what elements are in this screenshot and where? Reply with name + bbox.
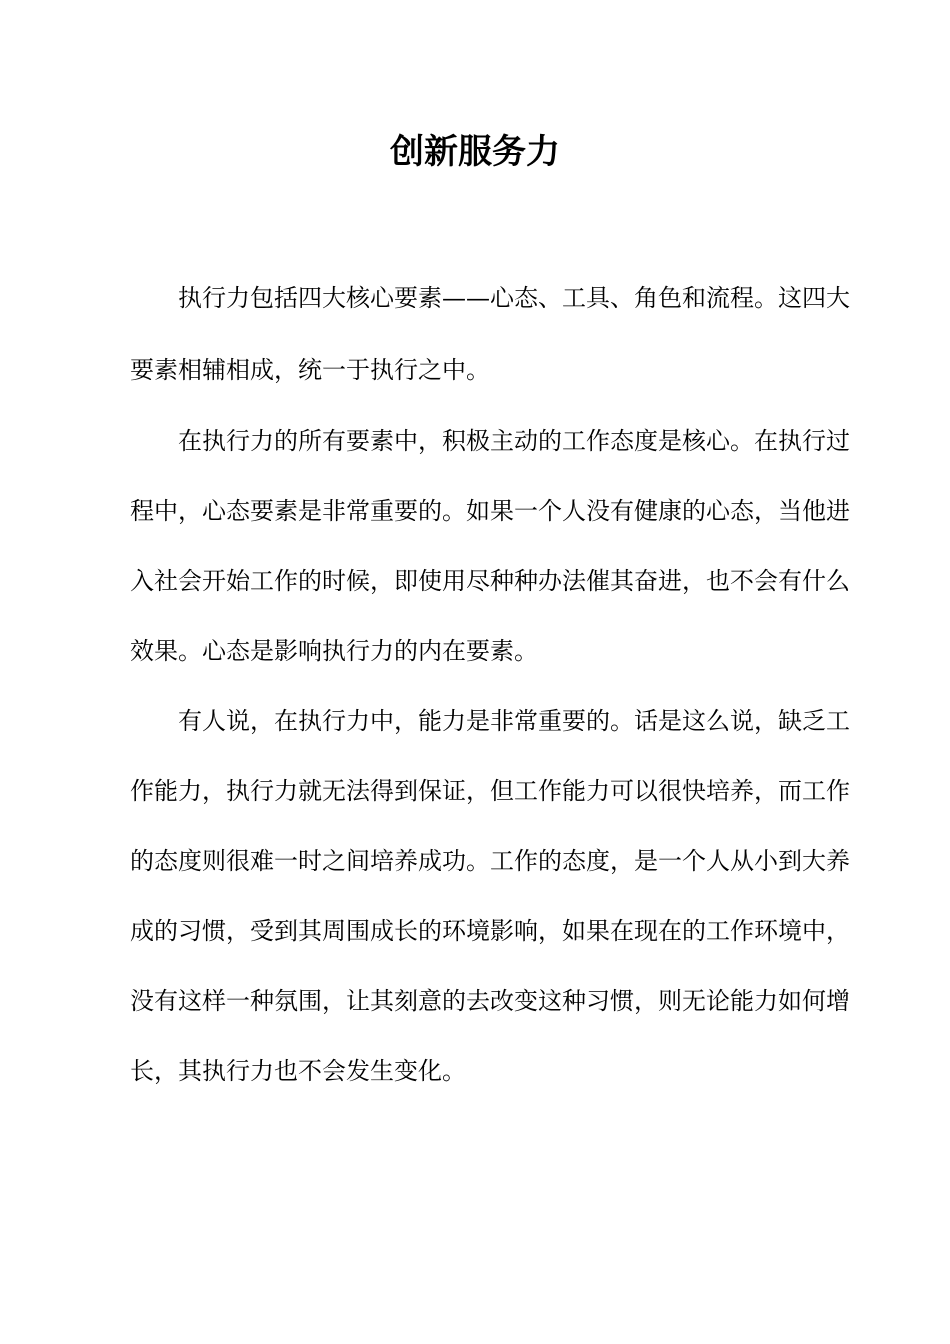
document-body [130,262,850,1106]
document-title: 创新服务力 [390,132,560,172]
paragraph-1: 执行力包括四大核心要素——心态、工具、角色和流程。这四大要素相辅相成，统一于执行之中。 [130,284,850,384]
paragraph-2: 在执行力的所有要素中，积极主动的工作态度是核心。在执行过程中，心态要素是非常重要的。如果一个人没有健康的心态，当他进入社会开始工作的时候，即使用尽种种办法催其奋进，也不会有什么效果。心态是影响执行力的内在要素。 [130,427,850,665]
paragraph-3: 有人说，在执行力中，能力是非常重要的。话是这么说，缺乏工作能力，执行力就无法得到保证，但工作能力可以很快培养，而工作的态度则很难一时之间培养成功。工作的态度，是一个人从小到大养成的习惯，受到其周围成长的环境影响，如果在现在的工作环境中，没有这样一种氛围，让其刻意的去改变这种习惯，则无论能力如何增长，其执行力也不会发生变化。 [130,707,850,1085]
